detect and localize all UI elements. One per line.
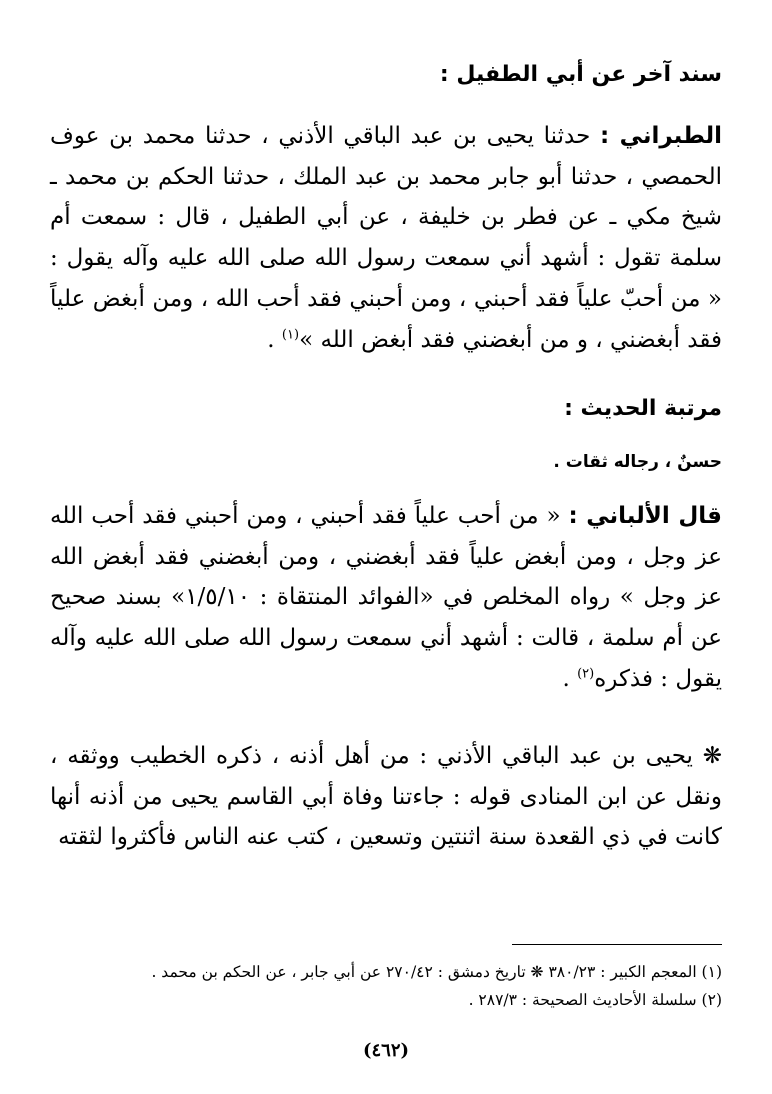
paragraph-albani-end: . (562, 665, 578, 692)
page-number: (٤٦٢) (362, 1040, 410, 1061)
paragraph-tabarani-text: حدثنا يحيى بن عبد الباقي الأذني ، حدثنا محمد بن عوف الحمصي ، حدثنا أبو جابر محمد بن عبد الملك ، حدثنا الحكم بن محمد ـ شيخ مكي ـ عن فطر بن خليفة ، عن أبي الطفيل ، قال : سمعت أم سلمة تقول : أشهد أني سمعت رسول الله صلى الله عليه وآله يقول : « من أحبّ علياً فقد أحبني ، ومن أحبني فقد أحب الله ، ومن أبغض علياً فقد أبغضني ، و من أبغضني فقد أبغض الله » (50, 123, 722, 353)
paragraph-tabarani (50, 116, 722, 360)
grade-text: حسنٌ ، رجاله ثقات . (553, 452, 722, 472)
footnotes (50, 958, 722, 1014)
footnote-1: (١) المعجم الكبير : ٣٨٠/٢٣ ❋ تاريخ دمشق : ٢٧٠/٤٢ عن أبي جابر ، عن الحكم بن محمد . (151, 963, 722, 981)
footnote-ref-1: (١) (281, 326, 300, 342)
footnote-ref-2: (٢) (577, 666, 595, 682)
section-heading-grade: مرتبة الحديث : (564, 396, 722, 421)
paragraph-albani-text: « من أحب علياً فقد أحبني ، ومن أحبني فقد أحب الله عز وجل ، ومن أبغض علياً فقد أبغضني ، ومن أبغضني فقد أبغض الله عز وجل » رواه المخلص في «الفوائد المنتقاة : ١/٥/١٠» بسند صحيح عن أم سلمة ، قالت : أشهد أني سمعت رسول الله صلى الله عليه وآله يقول : فذكره (50, 503, 722, 692)
footnote-divider (512, 944, 722, 945)
source-label-tabarani: الطبراني : (600, 123, 722, 149)
paragraph-albani (50, 496, 722, 700)
paragraph-narrator-bio: ❋ يحيى بن عبد الباقي الأذني : من أهل أذنه ، ذكره الخطيب ووثقه ، ونقل عن ابن المنادى قوله : جاءتنا وفاة أبي القاسم يحيى من أذنه أنها كانت في ذي القعدة سنة اثنتين وتسعين ، كتب عنه الناس فأكثروا لثقته (50, 743, 722, 851)
paragraph-tabarani-end: . (267, 326, 282, 353)
source-label-albani: قال الألباني : (568, 503, 722, 529)
footnote-2: (٢) سلسلة الأحاديث الصحيحة : ٢٨٧/٣ . (468, 991, 722, 1009)
section-heading-chain: سند آخر عن أبي الطفيل : (439, 62, 722, 87)
